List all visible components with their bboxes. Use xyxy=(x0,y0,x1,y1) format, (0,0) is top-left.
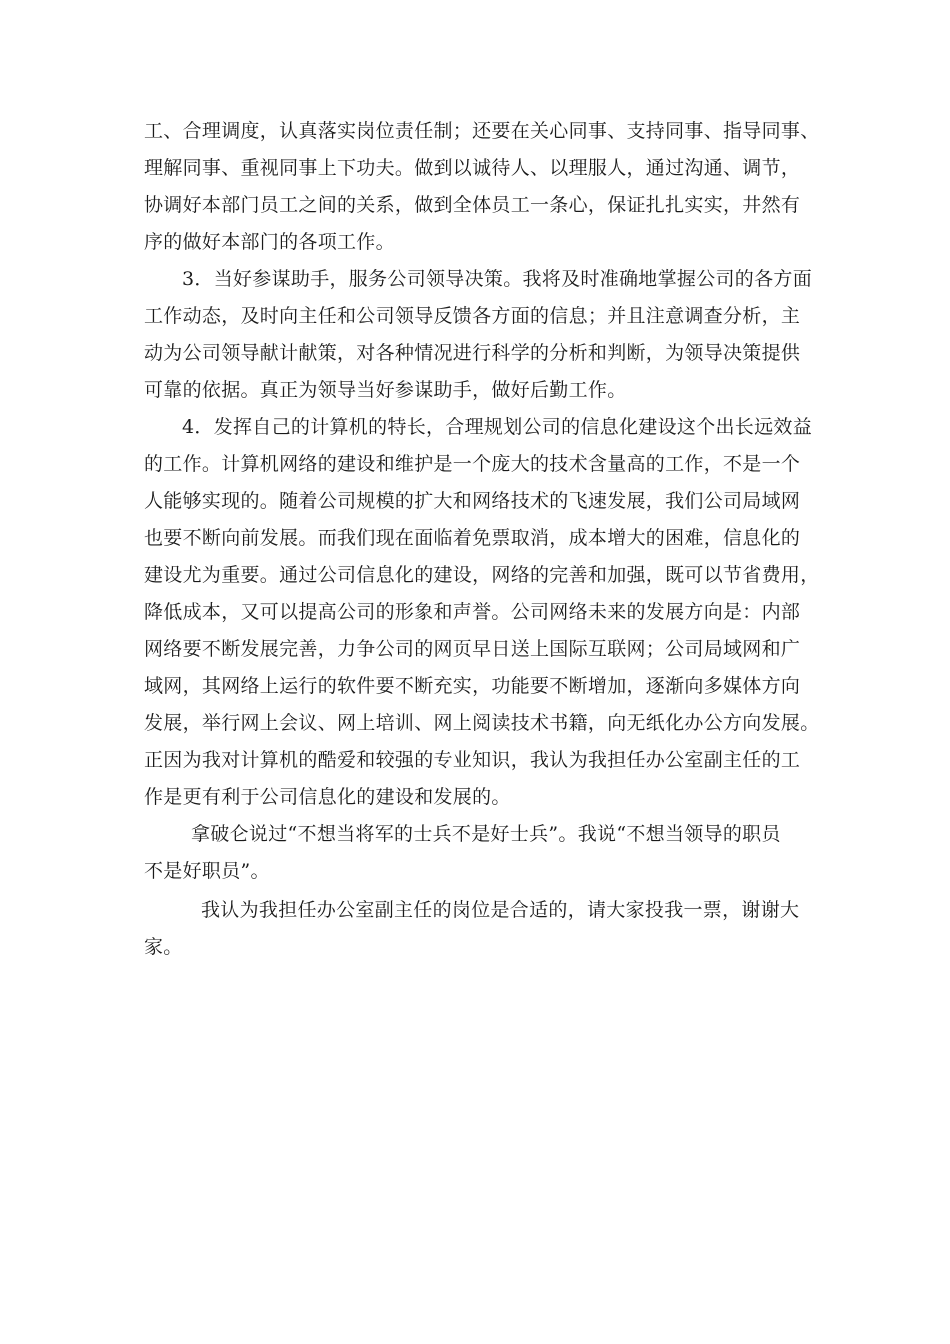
text-line: 家。 xyxy=(144,936,183,958)
text-line: 理解同事、重视同事上下功夫。做到以诚待人、以理服人，通过沟通、调节， xyxy=(144,157,801,179)
text-line: 也要不断向前发展。而我们现在面临着免票取消，成本增大的困难，信息化的 xyxy=(144,527,801,549)
text-line-closing-first: 我认为我担任办公室副主任的岗位是合适的，请大家投我一票，谢谢大 xyxy=(201,899,800,921)
text-line: 工作动态，及时向主任和公司领导反馈各方面的信息；并且注意调查分析，主 xyxy=(144,305,801,327)
text-line: 人能够实现的。随着公司规模的扩大和网络技术的飞速发展，我们公司局域网 xyxy=(144,490,801,512)
text-line: 发展，举行网上会议、网上培训、网上阅读技术书籍，向无纸化办公方向发展。 xyxy=(144,712,820,734)
text-line: 降低成本，又可以提高公司的形象和声誉。公司网络未来的发展方向是：内部 xyxy=(144,601,801,623)
text-line-item-4-first: 4．发挥自己的计算机的特长，合理规划公司的信息化建设这个出长远效益 xyxy=(182,416,812,438)
text-line: 不是好职员”。 xyxy=(144,860,270,882)
text-line: 可靠的依据。真正为领导当好参谋助手，做好后勤工作。 xyxy=(144,379,627,401)
text-line: 域网，其网络上运行的软件要不断充实，功能要不断增加，逐渐向多媒体方向 xyxy=(144,675,801,697)
text-line: 建设尤为重要。通过公司信息化的建设，网络的完善和加强，既可以节省费用， xyxy=(144,564,820,586)
text-line: 协调好本部门员工之间的关系，做到全体员工一条心，保证扎扎实实，井然有 xyxy=(144,194,801,216)
text-line-quote-first: 拿破仑说过“不想当将军的士兵不是好士兵”。我说“不想当领导的职员 xyxy=(191,823,781,845)
text-line-item-3-first: 3．当好参谋助手，服务公司领导决策。我将及时准确地掌握公司的各方面 xyxy=(182,268,812,290)
text-line: 序的做好本部门的各项工作。 xyxy=(144,231,395,253)
text-line: 动为公司领导献计献策，对各种情况进行科学的分析和判断，为领导决策提供 xyxy=(144,342,801,364)
text-line: 正因为我对计算机的酷爱和较强的专业知识，我认为我担任办公室副主任的工 xyxy=(144,749,801,771)
text-line: 网络要不断发展完善，力争公司的网页早日送上国际互联网；公司局域网和广 xyxy=(144,638,801,660)
text-line: 的工作。计算机网络的建设和维护是一个庞大的技术含量高的工作，不是一个 xyxy=(144,453,801,475)
text-line: 作是更有利于公司信息化的建设和发展的。 xyxy=(144,786,511,808)
text-line: 工、合理调度，认真落实岗位责任制；还要在关心同事、支持同事、指导同事、 xyxy=(144,120,820,142)
